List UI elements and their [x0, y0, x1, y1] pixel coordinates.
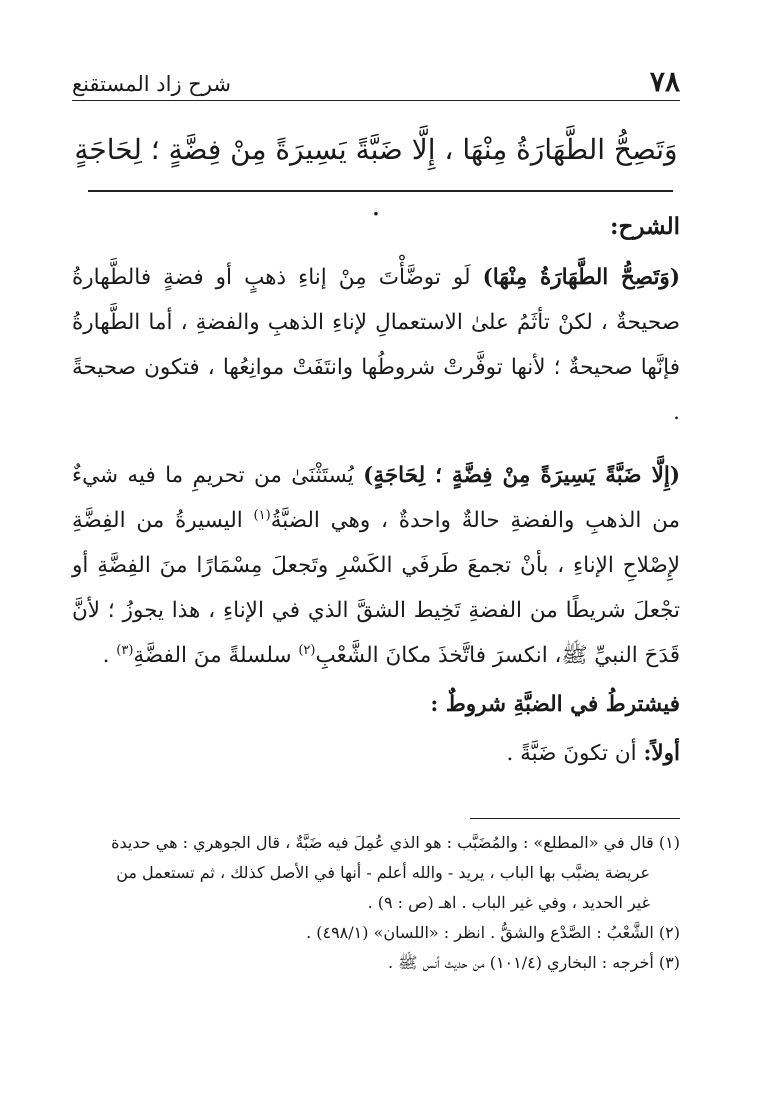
paragraph-1-text: لَو توضَّأْتَ مِنْ إناءِ ذهبٍ أو فضةٍ فالطَّهارةُ صحيحةٌ ، لكنْ تأثَمُ علىٰ الاستعمالِ لإناءِ الذهبِ والفضةِ ، أما الطَّهارةُ فإنَّها صحيحةٌ ؛ لأنها توفَّرتْ شروطُها وانتَفَتْ موانِعُها ، فتكون صحيحةً . [72, 265, 680, 425]
paragraph-2-text-b: اليسيرةُ من الفِضَّةِ لإِصْلاحِ الإناءِ ، بأنْ تجمعَ طَرفَي الكَسْرِ وتَجعلَ مِسْمَارًا منَ الفِضَّةِ أو تجْعلَ شريطًا من الفضةِ تَخِيط الشقَّ الذي في الإناءِ ، هذا يجوزُ ؛ لأنَّ قَدَحَ النبيِّ ﷺ، انكسرَ فاتَّخذَ مكانَ الشَّعْبِ [72, 508, 680, 668]
footnote-ref-3[interactable]: (٣) [116, 642, 134, 658]
running-title: شرح زاد المستقنع [72, 72, 231, 96]
quoted-matn-1: (وَتَصِحُّ الطَّهَارَةُ مِنْهَا) [482, 265, 680, 290]
footnote-ref-1[interactable]: (١) [253, 507, 271, 523]
paragraph-2-text-d: . [102, 643, 117, 668]
commentary-body [72, 204, 680, 780]
footnote-line: (٢) الشَّعْبُ : الصَّدْع والشقُّ . انظر : «اللسان» (٤٩٨/١) . [306, 923, 680, 942]
paragraph-1 [72, 255, 680, 435]
paragraph-2-text-c: سلسلةً منَ الفضَّةِ [133, 643, 299, 668]
footnote-line: غير الحديد ، وفي غير الباب . اهـ (ص : ٩) . [367, 893, 650, 912]
matn-separator [88, 190, 673, 192]
quoted-matn-2: (إِلَّا ضَبَّةً يَسِيرَةً مِنْ فِضَّةٍ ؛ لِحَاجَةٍ) [363, 463, 680, 488]
condition-1-text: أن تكونَ ضَبَّةً . [506, 741, 644, 766]
matn-text: وَتَصِحُّ الطَّهَارَةُ مِنْهَا ، إِلَّا ضَبَّةً يَسِيرَةً مِنْ فِضَّةٍ ؛ لِحَاجَةٍ . [74, 133, 678, 222]
footnote-separator [470, 818, 680, 819]
footnote-ref-2[interactable]: (٢) [298, 642, 316, 658]
paragraph-2-text-a: يُستَثْنَىٰ من تحريمِ ما فيه شيءٌ من الذهبِ والفضةِ حالةٌ واحدةٌ ، وهي الضبَّةُ [72, 463, 680, 533]
footnote-line: (٣) أخرجه : البخاري (١٠١/٤) من حديث أنس ﷺ . [387, 953, 680, 972]
sharh-heading: الشرح: [610, 213, 680, 240]
conditions-intro [72, 682, 680, 727]
condition-1-label: أولاً: [643, 741, 680, 766]
paragraph-2 [72, 453, 680, 678]
condition-1 [72, 731, 680, 776]
footnote-line: (١) قال في «المطلع» : والمُضَبَّب : هو الذي عُمِلَ فيه ضَبَّةٌ ، قال الجوهري : هي حديدة [111, 833, 680, 852]
footnotes [72, 828, 680, 978]
conditions-intro-text: فيشترطُ في الضبَّةِ شروطٌ : [430, 692, 680, 717]
page-number: ٧٨ [649, 65, 680, 98]
page-header [72, 56, 680, 101]
footnote-line: عريضة يضبَّب بها الباب ، يريد - والله أعلم - أنها في الأصل كذلك ، ثم تستعمل من [116, 863, 650, 882]
